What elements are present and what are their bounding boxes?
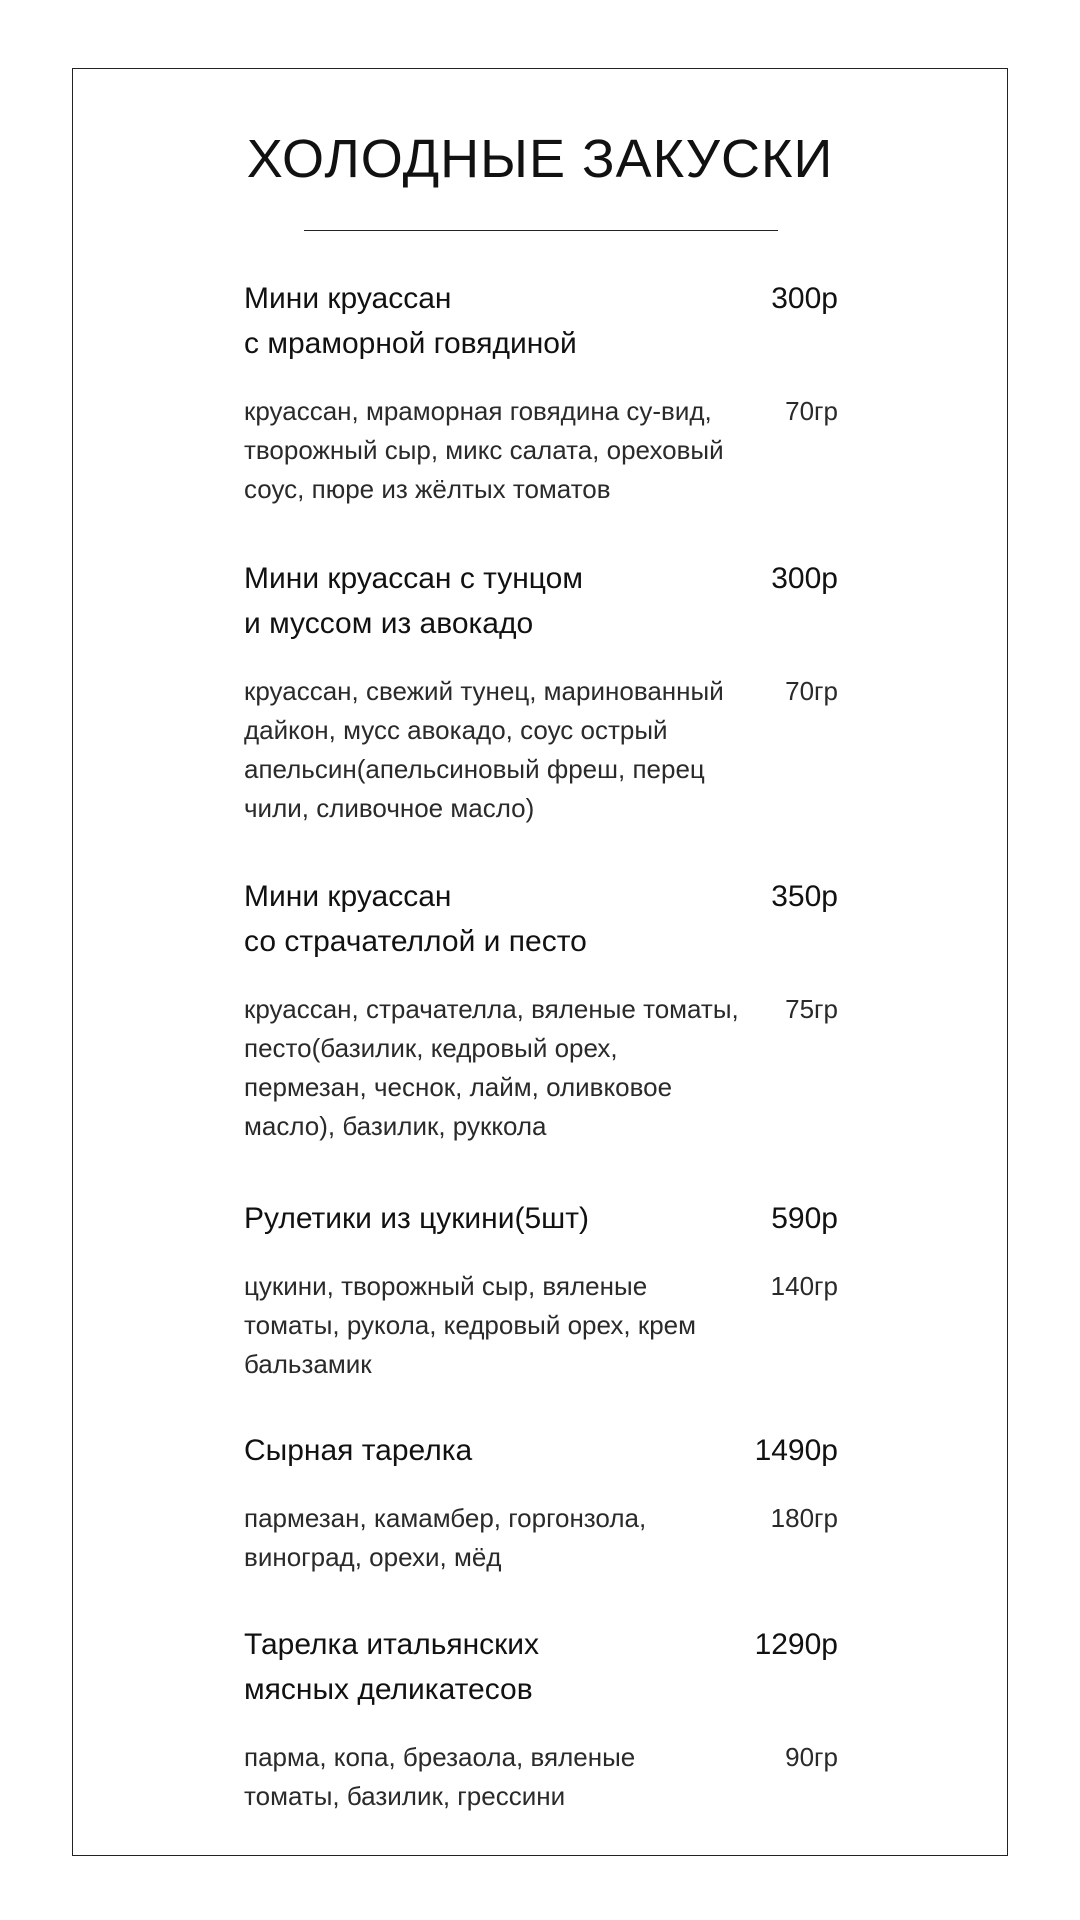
item-description: парма, копа, брезаола, вяленые томаты, базилик, грессини — [244, 1742, 636, 1811]
item-details — [244, 392, 838, 509]
item-details — [244, 990, 838, 1146]
menu-title: ХОЛОДНЫЕ ЗАКУСКИ — [246, 129, 834, 189]
item-name: Мини круассан со страчателлой и песто — [244, 880, 587, 958]
menu-item — [244, 874, 838, 1146]
menu-item — [244, 1428, 838, 1577]
item-name: Тарелка итальянских мясных деликатесов — [244, 1628, 540, 1706]
item-weight: 180гр — [770, 1503, 838, 1533]
item-header — [244, 556, 838, 646]
menu-item — [244, 556, 838, 828]
item-price: 1290р — [754, 1628, 838, 1661]
item-weight: 75гр — [785, 994, 838, 1024]
item-name: Мини круассан с мраморной говядиной — [244, 282, 577, 360]
item-price: 590р — [771, 1202, 838, 1235]
item-header — [244, 1428, 838, 1473]
item-description: круассан, страчателла, вяленые томаты, песто(базилик, кедровый орех, пермезан, чеснок, лайм, оливковое масло), базилик, руккола — [244, 994, 739, 1141]
item-details — [244, 1267, 838, 1384]
item-header — [244, 1622, 838, 1712]
item-header — [244, 1196, 838, 1241]
item-weight: 70гр — [785, 396, 838, 426]
item-price: 300р — [771, 562, 838, 595]
item-name: Сырная тарелка — [244, 1434, 473, 1467]
title-divider — [304, 230, 778, 231]
menu-item — [244, 1196, 838, 1384]
item-header — [244, 874, 838, 964]
item-price: 300р — [771, 282, 838, 315]
menu-item — [244, 276, 838, 509]
item-weight: 90гр — [785, 1742, 838, 1772]
item-description: круассан, мраморная говядина су-вид, творожный сыр, микс салата, ореховый соус, пюре из жёлтых томатов — [244, 396, 724, 504]
item-weight: 140гр — [770, 1271, 838, 1301]
item-description: цукини, творожный сыр, вяленые томаты, рукола, кедровый орех, крем бальзамик — [244, 1271, 697, 1379]
item-details — [244, 1738, 838, 1816]
menu-item — [244, 1622, 838, 1816]
item-weight: 70гр — [785, 676, 838, 706]
item-header — [244, 276, 838, 366]
item-price: 350р — [771, 880, 838, 913]
item-details — [244, 672, 838, 828]
item-description: пармезан, камамбер, горгонзола, виноград, орехи, мёд — [244, 1503, 647, 1572]
item-price: 1490р — [754, 1434, 838, 1467]
item-details — [244, 1499, 838, 1577]
item-description: круассан, свежий тунец, маринованный дайкон, мусс авокадо, соус острый апельсин(апельсиновый фреш, перец чили, сливочное масло) — [244, 676, 724, 823]
item-name: Мини круассан с тунцом и муссом из авокадо — [244, 562, 583, 640]
item-name: Рулетики из цукини(5шт) — [244, 1202, 589, 1235]
